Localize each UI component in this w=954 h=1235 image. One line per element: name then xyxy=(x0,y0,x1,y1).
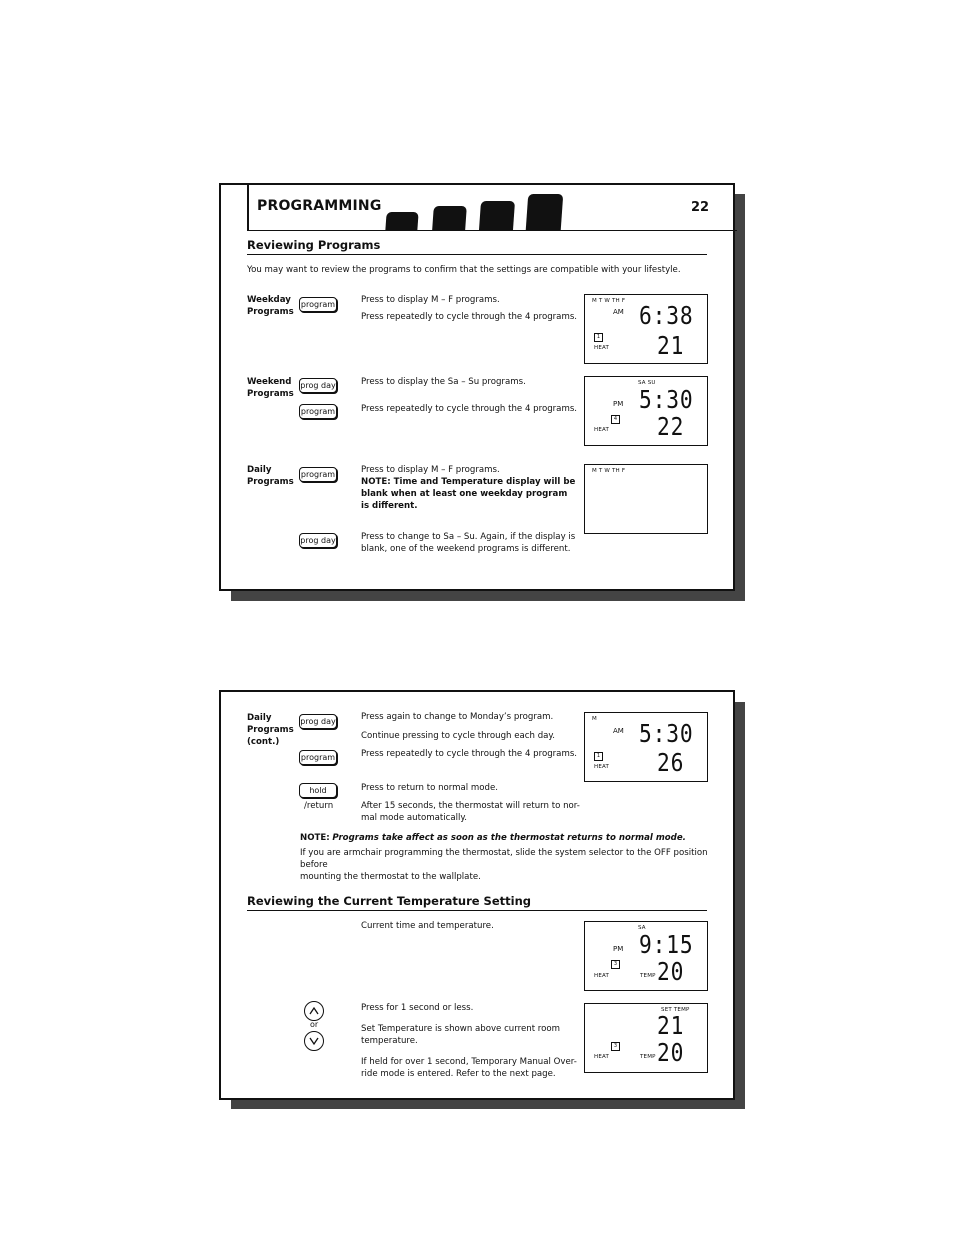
lcd-display-set-temp xyxy=(584,1003,708,1073)
up-arrow-button[interactable] xyxy=(304,1001,324,1021)
page1 xyxy=(219,183,735,591)
lcd-ampm: PM xyxy=(613,400,624,408)
lcd-time: 5:30 xyxy=(639,719,694,748)
lcd-display-weekend xyxy=(584,376,708,446)
program-button[interactable]: program xyxy=(299,404,337,419)
daily-text-2: Press to change to Sa – Su. Again, if the display is blank, one of the weekend programs is different. xyxy=(361,532,576,554)
lcd-display-weekday xyxy=(584,294,708,364)
lcd-program-number: 3 xyxy=(611,960,620,969)
hold-button[interactable]: hold xyxy=(299,783,337,798)
override-text: If held for over 1 second, Temporary Manual Over- ride mode is entered. Refer to the next page. xyxy=(361,1057,577,1079)
header-tab-1 xyxy=(385,212,418,230)
press-text: Press for 1 second or less. xyxy=(361,1003,474,1013)
lcd-temp: 26 xyxy=(657,748,685,777)
lcd-ampm: PM xyxy=(613,945,624,953)
daily-cont-text-3: Press repeatedly to cycle through the 4 programs. xyxy=(361,749,578,759)
header-tab-2 xyxy=(432,206,467,230)
weekend-label: Weekend Programs xyxy=(247,377,294,399)
daily-cont-text-2: Continue pressing to cycle through each day. xyxy=(361,731,556,741)
chevron-down-icon xyxy=(308,1036,320,1046)
prog-day-button[interactable]: prog day xyxy=(299,533,337,548)
lcd-temp: 20 xyxy=(657,957,685,986)
weekday-text-2: Press repeatedly to cycle through the 4 programs. xyxy=(361,312,578,322)
page-title: PROGRAMMING xyxy=(257,198,382,214)
program-button[interactable]: program xyxy=(299,750,337,765)
lcd-display-daily xyxy=(584,464,708,534)
lcd-ampm: AM xyxy=(613,308,624,316)
lcd-temp-label: TEMP xyxy=(640,973,656,979)
or-label: or xyxy=(310,1020,319,1029)
lcd-time: 6:38 xyxy=(639,301,694,330)
hold-return-label: /return xyxy=(304,801,334,811)
lcd-temp-label: TEMP xyxy=(640,1054,656,1060)
section-title-current-temperature: Reviewing the Current Temperature Setting xyxy=(247,894,707,911)
prog-day-button[interactable]: prog day xyxy=(299,378,337,393)
page2 xyxy=(219,690,735,1100)
lcd-mode: HEAT xyxy=(594,345,610,351)
header-tab-4 xyxy=(526,194,564,230)
lcd-temp: 22 xyxy=(657,412,685,441)
daily-text-1: Press to display M – F programs. xyxy=(361,465,500,475)
lcd-display-current xyxy=(584,921,708,991)
set-temp-text: Set Temperature is shown above current room temperature. xyxy=(361,1024,561,1046)
daily-cont-text-1: Press again to change to Monday’s program. xyxy=(361,712,554,722)
daily-label: Daily Programs xyxy=(247,465,294,487)
weekday-text-1: Press to display M – F programs. xyxy=(361,295,500,305)
lcd-mode: HEAT xyxy=(594,764,610,770)
lcd-mode: HEAT xyxy=(594,973,610,979)
page-number: 22 xyxy=(691,200,710,215)
lcd-days: M T W TH F xyxy=(592,468,626,474)
down-arrow-button[interactable] xyxy=(304,1031,324,1051)
lcd-days: SA xyxy=(638,925,646,931)
lcd-temp: 20 xyxy=(657,1038,685,1067)
section-title-reviewing-programs: Reviewing Programs xyxy=(247,238,707,255)
chevron-up-icon xyxy=(308,1006,320,1016)
lcd-ampm: AM xyxy=(613,727,624,735)
weekend-text-2: Press repeatedly to cycle through the 4 programs. xyxy=(361,404,578,414)
note-line: NOTE: Programs take affect as soon as the thermostat returns to normal mode. xyxy=(300,833,686,843)
lcd-program-number: 1 xyxy=(594,752,603,761)
lcd-time: 9:15 xyxy=(639,930,694,959)
current-time-text: Current time and temperature. xyxy=(361,921,494,931)
lcd-program-number: 1 xyxy=(594,333,603,342)
prog-day-button[interactable]: prog day xyxy=(299,714,337,729)
program-button[interactable]: program xyxy=(299,297,337,312)
lcd-mode: HEAT xyxy=(594,427,610,433)
intro-text: You may want to review the programs to confirm that the settings are compatible with your lifestyle. xyxy=(247,265,681,275)
lcd-time: 5:30 xyxy=(639,385,694,414)
lcd-days: M T W TH F xyxy=(592,298,626,304)
daily-note: NOTE: Time and Temperature display will be blank when at least one weekday program is different. xyxy=(361,477,576,511)
note-armchair: If you are armchair programming the thermostat, slide the system selector to the OFF position before mounting the thermostat to the wallplate. xyxy=(300,848,708,882)
daily-cont-text-4: Press to return to normal mode. xyxy=(361,783,499,793)
lcd-temp: 21 xyxy=(657,331,685,360)
weekday-label: Weekday Programs xyxy=(247,295,294,317)
lcd-set-temp: 21 xyxy=(657,1011,685,1040)
weekend-text-1: Press to display the Sa – Su programs. xyxy=(361,377,526,387)
lcd-days: SA SU xyxy=(638,380,656,386)
lcd-program-number: 4 xyxy=(611,415,620,424)
lcd-days: M xyxy=(592,716,597,722)
lcd-display-daily-cont xyxy=(584,712,708,782)
header-tab-3 xyxy=(479,201,515,230)
lcd-mode: HEAT xyxy=(594,1054,610,1060)
lcd-program-number: 3 xyxy=(611,1042,620,1051)
daily-cont-label: Daily Programs (cont.) xyxy=(247,713,294,747)
lcd-set-temp-label: SET TEMP xyxy=(661,1007,690,1013)
daily-cont-text-5: After 15 seconds, the thermostat will return to nor- mal mode automatically. xyxy=(361,801,580,823)
program-button[interactable]: program xyxy=(299,467,337,482)
